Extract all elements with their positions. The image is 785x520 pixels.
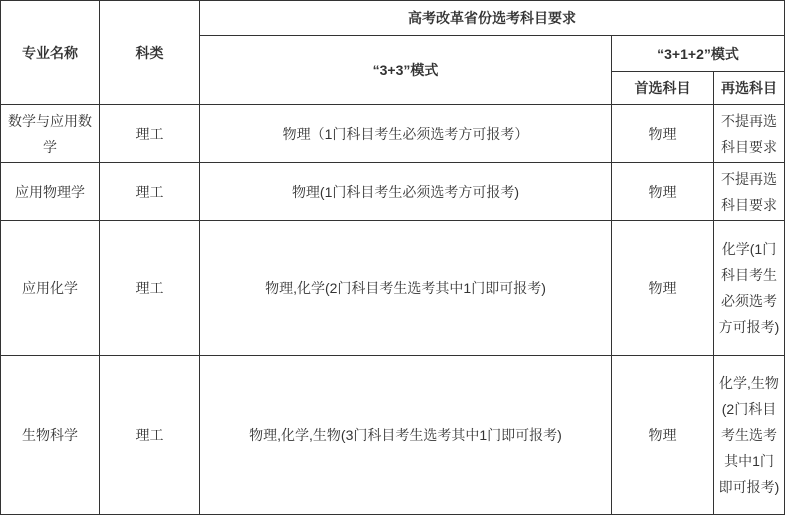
header-second-subject: 再选科目: [714, 72, 785, 105]
cell-first-subject: 物理: [612, 105, 714, 163]
cell-category: 理工: [100, 356, 200, 515]
header-mode-33: “3+3”模式: [200, 36, 612, 105]
header-category: 科类: [100, 1, 200, 105]
cell-mode33: 物理（1门科目考生必须选考方可报考）: [200, 105, 612, 163]
cell-second-subject: 不提再选科目要求: [714, 163, 785, 221]
cell-second-subject: 化学,生物(2门科目考生选考其中1门即可报考): [714, 356, 785, 515]
cell-category: 理工: [100, 163, 200, 221]
table-row: [1, 105, 785, 163]
cell-major: 数学与应用数学: [1, 105, 100, 163]
cell-category: 理工: [100, 221, 200, 356]
cell-first-subject: 物理: [612, 221, 714, 356]
cell-major: 应用物理学: [1, 163, 100, 221]
header-mode-312: “3+1+2”模式: [612, 36, 785, 72]
cell-major: 应用化学: [1, 221, 100, 356]
cell-mode33: 物理,化学(2门科目考生选考其中1门即可报考): [200, 221, 612, 356]
header-major: 专业名称: [1, 1, 100, 105]
cell-second-subject: 化学(1门科目考生必须选考方可报考): [714, 221, 785, 356]
cell-major: 生物科学: [1, 356, 100, 515]
table-row: [1, 221, 785, 356]
cell-first-subject: 物理: [612, 356, 714, 515]
cell-category: 理工: [100, 105, 200, 163]
cell-first-subject: 物理: [612, 163, 714, 221]
cell-mode33: 物理(1门科目考生必须选考方可报考): [200, 163, 612, 221]
header-row-1: [1, 1, 785, 36]
table-row: [1, 356, 785, 515]
header-group-title: 高考改革省份选考科目要求: [200, 1, 785, 36]
cell-mode33: 物理,化学,生物(3门科目考生选考其中1门即可报考): [200, 356, 612, 515]
cell-second-subject: 不提再选科目要求: [714, 105, 785, 163]
header-first-subject: 首选科目: [612, 72, 714, 105]
table-row: [1, 163, 785, 221]
